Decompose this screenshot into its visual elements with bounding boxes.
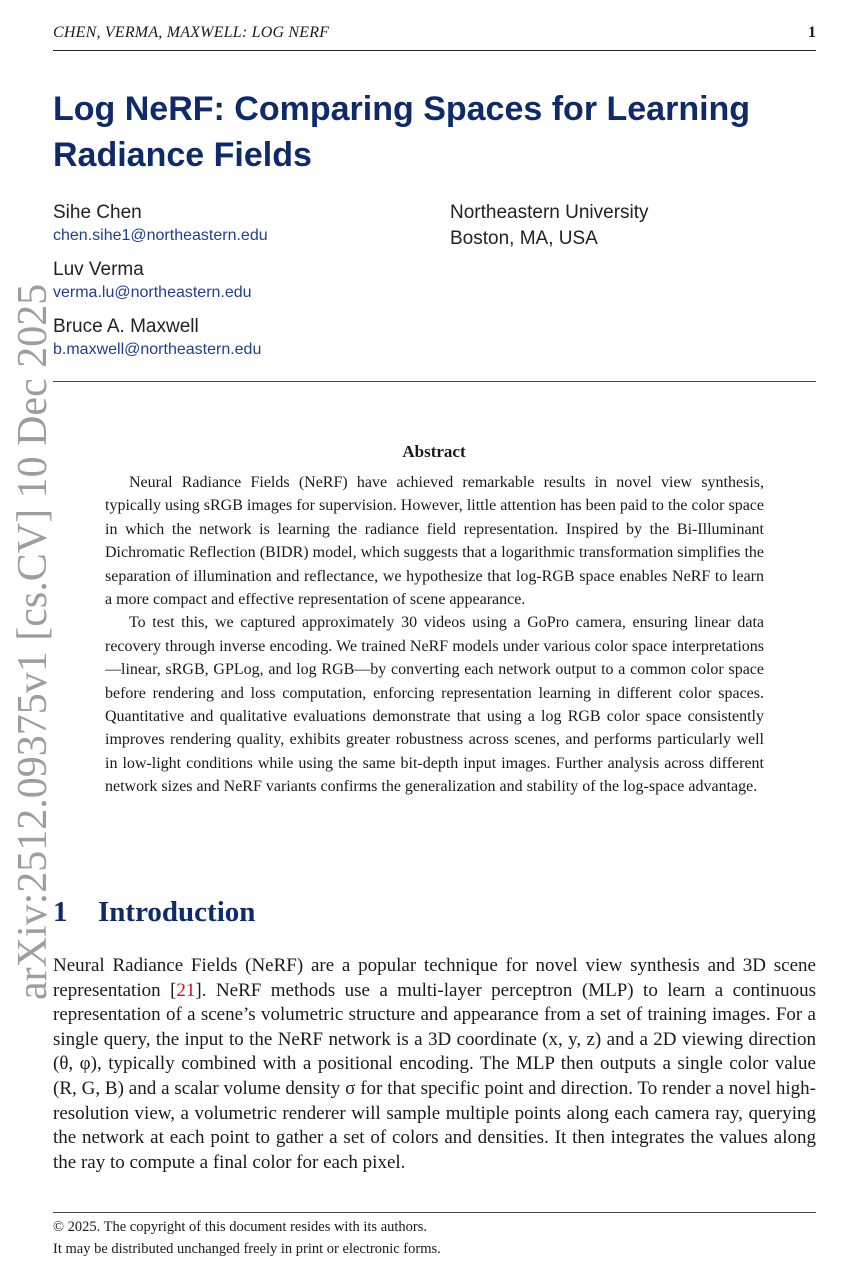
intro-text-part1: Neural Radiance Fields (NeRF) are a popular technique for novel view synthesis and 3D scene representation [ (53, 955, 816, 1001)
page-number: 1 (808, 24, 816, 41)
intro-paragraph (53, 954, 816, 1175)
header-divider (53, 381, 816, 382)
running-header (53, 20, 816, 51)
author-block (53, 314, 433, 360)
author-name: Luv Verma (53, 259, 144, 280)
section-title: Introduction (98, 896, 256, 928)
author-email-link[interactable]: verma.lu@northeastern.edu (53, 284, 252, 301)
author-email-link[interactable]: chen.sihe1@northeastern.edu (53, 227, 268, 244)
abstract-paragraph: Neural Radiance Fields (NeRF) have achieved remarkable results in novel view synthesis, typically using sRGB images for supervision. However, little attention has been paid to the color space in which the network is learning the radiance field representation. Inspired by the Bi-Illuminant Dichromatic Reflection (BIDR) model, which suggests that a logarithmic transformation simplifies the separation of illumination and reflectance, we hypothesize that log-RGB space enables NeRF to learn a more compact and effective representation of scene appearance. (105, 474, 764, 609)
affiliation (450, 200, 810, 252)
intro-text-part2: ]. NeRF methods use a multi-layer perceptron (MLP) to learn a continuous representation of a scene’s volumetric structure and appearance from a set of training images. For a single query, the input to the NeRF network is a 3D coordinate (x, y, z) and a 2D viewing direction (θ, φ), typically combined with a positional encoding. The MLP then outputs a single color value (R, G, B) and a scalar volume density σ for that specific point and direction. To render a novel high-resolution view, a volumetric renderer will sample multiple points along each camera ray, querying the network at each point to gather a set of colors and densities. It then integrates the values along the ray to compute a final color for each pixel. (53, 979, 816, 1173)
author-list (53, 200, 433, 371)
author-name: Bruce A. Maxwell (53, 316, 199, 337)
author-name: Sihe Chen (53, 202, 142, 223)
author-block (53, 200, 433, 246)
arxiv-stamp: arXiv:2512.09375v1 [cs.CV] 10 Dec 2025 (10, 283, 56, 1000)
copyright-footer (53, 1216, 441, 1260)
section-heading (53, 896, 255, 929)
abstract-paragraph: To test this, we captured approximately 30 videos using a GoPro camera, ensuring linear data recovery through inverse encoding. We trained NeRF models under various color space interpretations—linear, sRGB, GPLog, and log RGB—by converting each network output to a common color space before rendering and loss computation, enforcing representation learning in different color spaces. Quantitative and qualitative evaluations demonstrate that using a log RGB color space consistently improves rendering quality, exhibits greater robustness across scenes, and performs particularly well in low-light conditions while using the same bit-depth input images. Further analysis across different network sizes and NeRF variants confirms the generalization and stability of the log-space advantage. (105, 614, 764, 796)
citation-link[interactable]: 21 (176, 979, 196, 1001)
paper-title: Log NeRF: Comparing Spaces for Learning Radiance Fields (53, 90, 751, 174)
author-email-link[interactable]: b.maxwell@northeastern.edu (53, 341, 262, 358)
abstract-body (105, 471, 764, 799)
footer-divider (53, 1212, 816, 1213)
section-number: 1 (53, 896, 68, 928)
abstract-heading: Abstract (402, 442, 466, 461)
copyright-line: © 2025. The copyright of this document resides with its authors. (53, 1219, 428, 1235)
distribution-line: It may be distributed unchanged freely in print or electronic forms. (53, 1241, 441, 1257)
affiliation-institution: Northeastern University (450, 202, 649, 223)
author-block (53, 257, 433, 303)
affiliation-location: Boston, MA, USA (450, 228, 598, 249)
running-title: CHEN, VERMA, MAXWELL: LOG NERF (53, 24, 330, 41)
